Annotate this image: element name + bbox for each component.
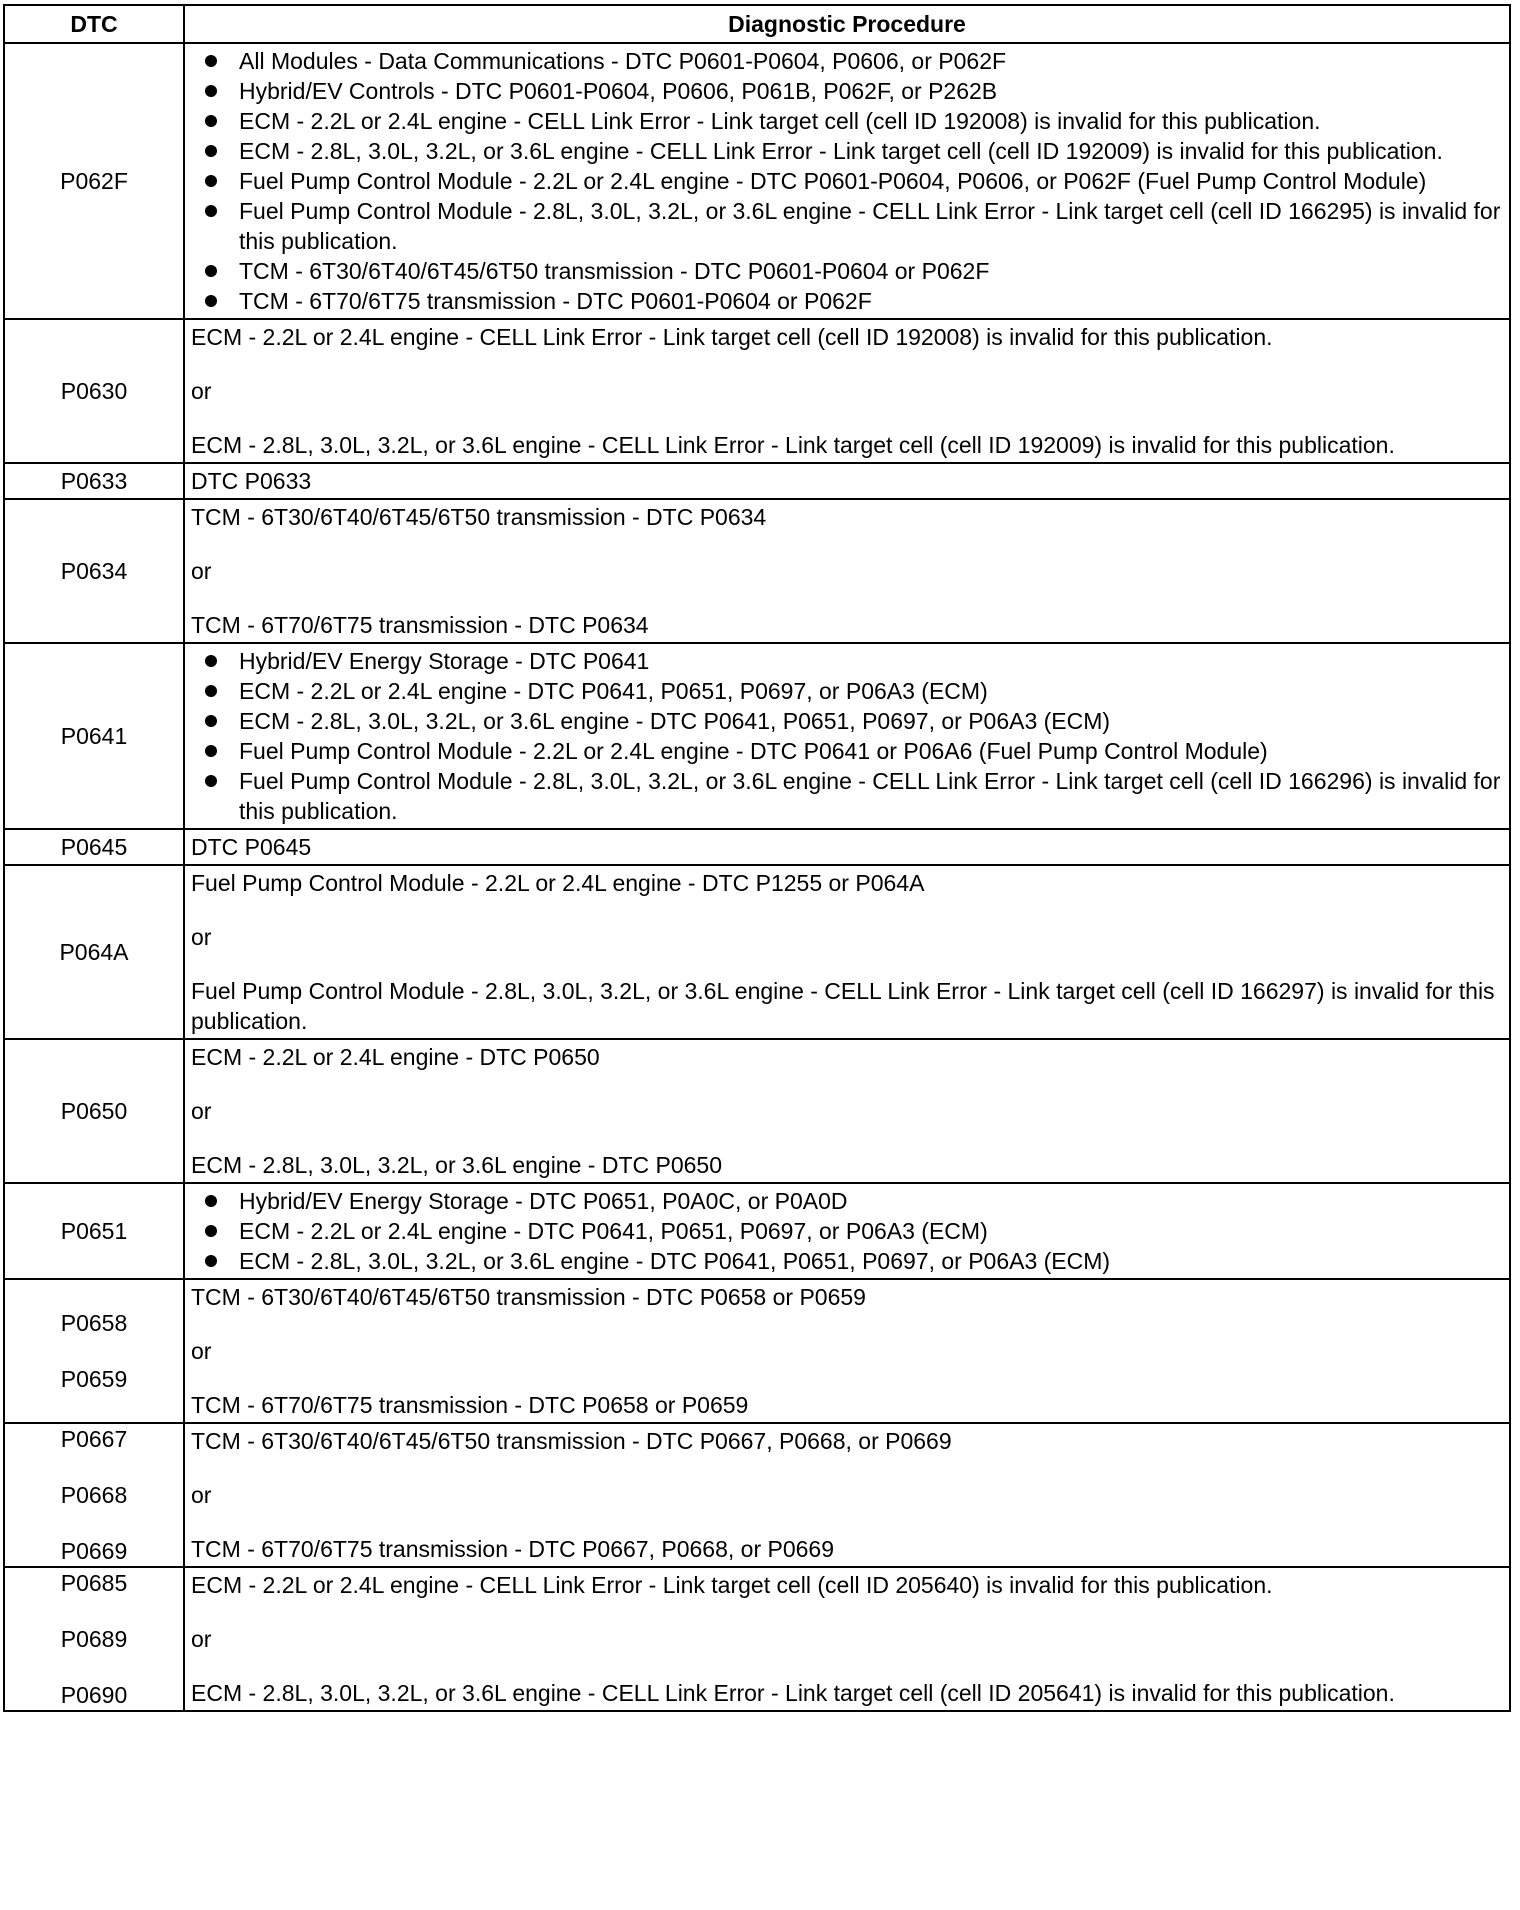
dtc-code: P0633 xyxy=(60,468,128,494)
table-row xyxy=(4,865,1510,1039)
paragraph-spacer xyxy=(191,352,1503,376)
dtc-code-cell xyxy=(4,43,184,319)
bullet-icon xyxy=(205,775,217,787)
list-item-text: All Modules - Data Communications - DTC P0601-P0604, P0606, or P062F xyxy=(239,48,1007,74)
dtc-code: P0668 xyxy=(60,1482,128,1508)
header-procedure: Diagnostic Procedure xyxy=(184,5,1510,43)
procedure-text: or xyxy=(191,378,212,404)
procedure-cell xyxy=(184,1423,1510,1567)
table-row xyxy=(4,643,1510,829)
paragraph-spacer xyxy=(191,532,1503,556)
table-row xyxy=(4,1423,1510,1567)
procedure-text: or xyxy=(191,1626,212,1652)
bullet-icon xyxy=(205,1255,217,1267)
dtc-code: P0667 xyxy=(60,1426,128,1452)
procedure-cell xyxy=(184,1279,1510,1423)
bullet-icon xyxy=(205,685,217,697)
procedure-text: TCM - 6T30/6T40/6T45/6T50 transmission - DTC P0634 xyxy=(191,504,767,530)
paragraph-spacer xyxy=(191,1600,1503,1624)
list-item xyxy=(191,256,1503,286)
list-item-text: ECM - 2.8L, 3.0L, 3.2L, or 3.6L engine - DTC P0641, P0651, P0697, or P06A3 (ECM) xyxy=(239,1248,1111,1274)
list-item xyxy=(191,1216,1503,1246)
bullet-icon xyxy=(205,1195,217,1207)
paragraph-spacer xyxy=(191,406,1503,430)
table-header xyxy=(4,5,1510,43)
list-item-text: TCM - 6T30/6T40/6T45/6T50 transmission - DTC P0601-P0604 or P062F xyxy=(239,258,990,284)
code-spacer xyxy=(9,1454,179,1480)
list-item xyxy=(191,676,1503,706)
bullet-icon xyxy=(205,175,217,187)
list-item-text: Fuel Pump Control Module - 2.2L or 2.4L engine - DTC P0641 or P06A6 (Fuel Pump Control Module) xyxy=(239,738,1268,764)
dtc-code-cell xyxy=(4,865,184,1039)
list-item xyxy=(191,76,1503,106)
dtc-code: P0651 xyxy=(60,1218,128,1244)
list-item-text: ECM - 2.8L, 3.0L, 3.2L, or 3.6L engine - CELL Link Error - Link target cell (cell ID 192009) is invalid for this publication. xyxy=(239,138,1443,164)
table-body xyxy=(4,43,1510,1711)
dtc-code: P0669 xyxy=(60,1538,128,1564)
table-row xyxy=(4,829,1510,865)
procedure-text: or xyxy=(191,558,212,584)
dtc-code-cell xyxy=(4,1183,184,1279)
procedure-cell xyxy=(184,829,1510,865)
dtc-code-cell xyxy=(4,1423,184,1567)
paragraph-spacer xyxy=(191,952,1503,976)
procedure-text: TCM - 6T70/6T75 transmission - DTC P0634 xyxy=(191,612,649,638)
procedure-text: ECM - 2.2L or 2.4L engine - DTC P0650 xyxy=(191,1044,600,1070)
list-item-text: Hybrid/EV Controls - DTC P0601-P0604, P0606, P061B, P062F, or P262B xyxy=(239,78,998,104)
list-item-text: ECM - 2.8L, 3.0L, 3.2L, or 3.6L engine - DTC P0641, P0651, P0697, or P06A3 (ECM) xyxy=(239,708,1111,734)
dtc-code: P0685 xyxy=(60,1570,128,1596)
procedure-text: TCM - 6T30/6T40/6T45/6T50 transmission - DTC P0667, P0668, or P0669 xyxy=(191,1428,952,1454)
dtc-code-cell xyxy=(4,1567,184,1711)
procedure-text: TCM - 6T30/6T40/6T45/6T50 transmission - DTC P0658 or P0659 xyxy=(191,1284,866,1310)
dtc-code-cell xyxy=(4,463,184,499)
procedure-text: DTC P0633 xyxy=(191,468,312,494)
dtc-code: P0689 xyxy=(60,1626,128,1652)
bullet-icon xyxy=(205,1225,217,1237)
procedure-text: Fuel Pump Control Module - 2.8L, 3.0L, 3.2L, or 3.6L engine - CELL Link Error - Link target cell (cell ID 166297) is invalid for this publication. xyxy=(191,978,1495,1034)
list-item xyxy=(191,286,1503,316)
paragraph-spacer xyxy=(191,1312,1503,1336)
paragraph-spacer xyxy=(191,898,1503,922)
dtc-code: P062F xyxy=(60,168,128,194)
dtc-code: P064A xyxy=(59,939,129,965)
table-row xyxy=(4,1039,1510,1183)
dtc-code-cell xyxy=(4,1279,184,1423)
dtc-code: P0658 xyxy=(60,1310,128,1336)
dtc-code: P0690 xyxy=(60,1682,128,1708)
dtc-code: P0630 xyxy=(60,378,128,404)
list-item xyxy=(191,766,1503,826)
table-row xyxy=(4,499,1510,643)
dtc-table xyxy=(3,4,1511,1712)
procedure-text: Fuel Pump Control Module - 2.2L or 2.4L engine - DTC P1255 or P064A xyxy=(191,870,925,896)
list-item xyxy=(191,106,1503,136)
procedure-text: DTC P0645 xyxy=(191,834,312,860)
list-item xyxy=(191,706,1503,736)
paragraph-spacer xyxy=(191,1456,1503,1480)
dtc-code-cell xyxy=(4,319,184,463)
code-spacer xyxy=(9,1654,179,1680)
bullet-icon xyxy=(205,145,217,157)
procedure-text: or xyxy=(191,1482,212,1508)
list-item xyxy=(191,736,1503,766)
bullet-icon xyxy=(205,715,217,727)
dtc-code: P0650 xyxy=(60,1098,128,1124)
list-item xyxy=(191,196,1503,256)
header-dtc: DTC xyxy=(4,5,184,43)
procedure-text: TCM - 6T70/6T75 transmission - DTC P0658 or P0659 xyxy=(191,1392,749,1418)
procedure-text: TCM - 6T70/6T75 transmission - DTC P0667, P0668, or P0669 xyxy=(191,1536,835,1562)
procedure-cell xyxy=(184,463,1510,499)
list-item-text: ECM - 2.2L or 2.4L engine - CELL Link Error - Link target cell (cell ID 192008) is invalid for this publication. xyxy=(239,108,1321,134)
table-row xyxy=(4,1567,1510,1711)
dtc-code-cell xyxy=(4,829,184,865)
header-row xyxy=(4,5,1510,43)
paragraph-spacer xyxy=(191,1126,1503,1150)
dtc-code: P0645 xyxy=(60,834,128,860)
bullet-icon xyxy=(205,655,217,667)
bullet-icon xyxy=(205,85,217,97)
list-item-text: Hybrid/EV Energy Storage - DTC P0651, P0A0C, or P0A0D xyxy=(239,1188,848,1214)
table-row xyxy=(4,1279,1510,1423)
procedure-list xyxy=(191,646,1503,826)
procedure-cell xyxy=(184,1183,1510,1279)
procedure-text: ECM - 2.8L, 3.0L, 3.2L, or 3.6L engine - CELL Link Error - Link target cell (cell ID 192009) is invalid for this publication. xyxy=(191,432,1395,458)
procedure-cell xyxy=(184,1039,1510,1183)
list-item-text: ECM - 2.2L or 2.4L engine - DTC P0641, P0651, P0697, or P06A3 (ECM) xyxy=(239,678,988,704)
bullet-icon xyxy=(205,265,217,277)
list-item xyxy=(191,166,1503,196)
procedure-cell xyxy=(184,319,1510,463)
procedure-list xyxy=(191,46,1503,316)
procedure-cell xyxy=(184,499,1510,643)
procedure-cell xyxy=(184,1567,1510,1711)
dtc-code: P0659 xyxy=(60,1366,128,1392)
bullet-icon xyxy=(205,295,217,307)
list-item xyxy=(191,646,1503,676)
procedure-text: or xyxy=(191,1098,212,1124)
paragraph-spacer xyxy=(191,1654,1503,1678)
table-row xyxy=(4,1183,1510,1279)
dtc-code: P0641 xyxy=(60,723,128,749)
dtc-code-cell xyxy=(4,643,184,829)
dtc-code-cell xyxy=(4,1039,184,1183)
procedure-cell xyxy=(184,865,1510,1039)
procedure-text: ECM - 2.8L, 3.0L, 3.2L, or 3.6L engine - CELL Link Error - Link target cell (cell ID 205641) is invalid for this publication. xyxy=(191,1680,1395,1706)
list-item-text: Fuel Pump Control Module - 2.8L, 3.0L, 3.2L, or 3.6L engine - CELL Link Error - Link target cell (cell ID 166296) is invalid for this publication. xyxy=(239,768,1501,824)
procedure-cell xyxy=(184,43,1510,319)
table-row xyxy=(4,43,1510,319)
list-item-text: Fuel Pump Control Module - 2.8L, 3.0L, 3.2L, or 3.6L engine - CELL Link Error - Link target cell (cell ID 166295) is invalid for this publication. xyxy=(239,198,1501,254)
list-item-text: ECM - 2.2L or 2.4L engine - DTC P0641, P0651, P0697, or P06A3 (ECM) xyxy=(239,1218,988,1244)
dtc-code-cell xyxy=(4,499,184,643)
list-item xyxy=(191,1246,1503,1276)
code-spacer xyxy=(9,1598,179,1624)
procedure-text: or xyxy=(191,924,212,950)
bullet-icon xyxy=(205,115,217,127)
list-item xyxy=(191,1186,1503,1216)
list-item-text: Hybrid/EV Energy Storage - DTC P0641 xyxy=(239,648,650,674)
table-row xyxy=(4,463,1510,499)
procedure-text: ECM - 2.2L or 2.4L engine - CELL Link Error - Link target cell (cell ID 205640) is invalid for this publication. xyxy=(191,1572,1273,1598)
bullet-icon xyxy=(205,745,217,757)
procedure-list xyxy=(191,1186,1503,1276)
code-spacer xyxy=(9,1510,179,1536)
paragraph-spacer xyxy=(191,1072,1503,1096)
code-spacer xyxy=(9,1338,179,1364)
table-row xyxy=(4,319,1510,463)
paragraph-spacer xyxy=(191,1366,1503,1390)
list-item-text: TCM - 6T70/6T75 transmission - DTC P0601-P0604 or P062F xyxy=(239,288,872,314)
procedure-text: ECM - 2.2L or 2.4L engine - CELL Link Error - Link target cell (cell ID 192008) is invalid for this publication. xyxy=(191,324,1273,350)
bullet-icon xyxy=(205,205,217,217)
procedure-text: or xyxy=(191,1338,212,1364)
dtc-code: P0634 xyxy=(60,558,128,584)
list-item xyxy=(191,46,1503,76)
list-item xyxy=(191,136,1503,166)
paragraph-spacer xyxy=(191,586,1503,610)
procedure-text: ECM - 2.8L, 3.0L, 3.2L, or 3.6L engine - DTC P0650 xyxy=(191,1152,722,1178)
paragraph-spacer xyxy=(191,1510,1503,1534)
procedure-cell xyxy=(184,643,1510,829)
list-item-text: Fuel Pump Control Module - 2.2L or 2.4L engine - DTC P0601-P0604, P0606, or P062F (Fuel Pump Control Module) xyxy=(239,168,1427,194)
bullet-icon xyxy=(205,55,217,67)
